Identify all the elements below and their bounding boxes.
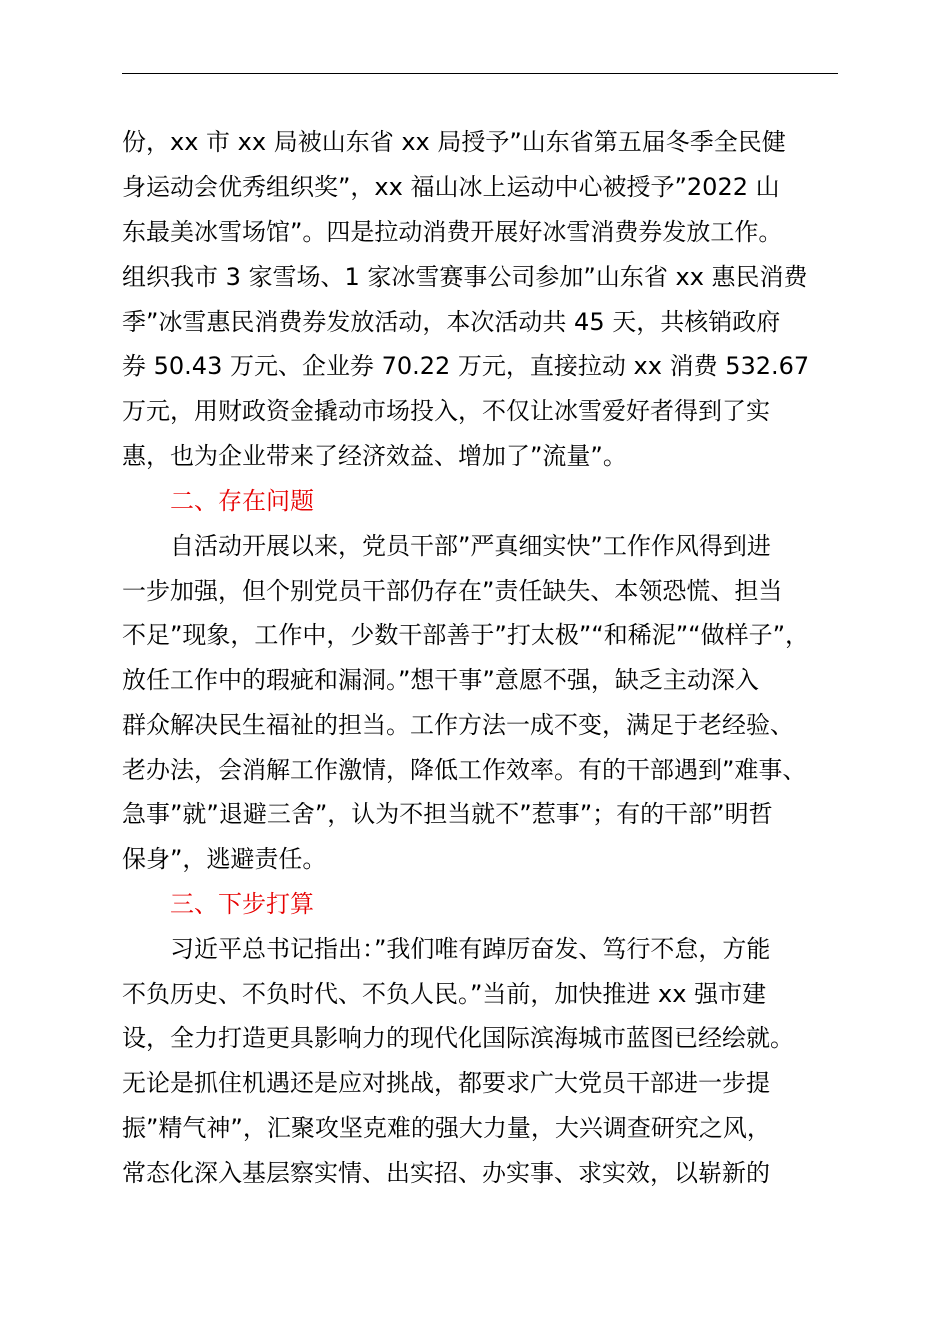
body-text-line: 急事”就”退避三舍”，认为不担当就不”惹事”；有的干部”明哲	[122, 800, 773, 828]
body-text-line: 份，xx 市 xx 局被山东省 xx 局授予”山东省第五届冬季全民健	[122, 128, 786, 156]
body-text-line: 券 50.43 万元、企业券 70.22 万元，直接拉动 xx 消费 532.67	[122, 352, 810, 380]
body-text-line: 振”精气神”，汇聚攻坚克难的强大力量，大兴调查研究之风，	[122, 1114, 771, 1142]
body-text-line: 老办法，会消解工作激情，降低工作效率。有的干部遇到”难事、	[122, 756, 807, 784]
body-text-line: 群众解决民生福祉的担当。工作方法一成不变，满足于老经验、	[122, 711, 794, 739]
body-text-line: 习近平总书记指出：”我们唯有踔厉奋发、笃行不怠，方能	[170, 935, 771, 963]
body-text-line: 组织我市 3 家雪场、1 家冰雪赛事公司参加”山东省 xx 惠民消费	[122, 263, 808, 291]
body-text-line: 惠，也为企业带来了经济效益、增加了”流量”。	[122, 442, 627, 470]
body-text-line: 一步加强，但个别党员干部仍存在”责任缺失、本领恐慌、担当	[122, 577, 783, 605]
section-heading-issues: 二、存在问题	[170, 487, 314, 515]
body-text-line: 不足”现象，工作中，少数干部善于”打太极”“和稀泥”“做样子”，	[122, 621, 810, 649]
body-text-line: 常态化深入基层察实情、出实招、办实事、求实效，以崭新的	[122, 1159, 770, 1187]
body-text-line: 季”冰雪惠民消费券发放活动，本次活动共 45 天，共核销政府	[122, 308, 781, 336]
body-text-line: 东最美冰雪场馆”。四是拉动消费开展好冰雪消费券发放工作。	[122, 218, 783, 246]
body-text-line: 设，全力打造更具影响力的现代化国际滨海城市蓝图已经绘就。	[122, 1024, 794, 1052]
body-text-line: 自活动开展以来，党员干部”严真细实快”工作作风得到进	[170, 532, 771, 560]
body-text-line: 放任工作中的瑕疵和漏洞。”想干事”意愿不强，缺乏主动深入	[122, 666, 759, 694]
body-text-line: 保身”，逃避责任。	[122, 845, 327, 873]
section-heading-next-steps: 三、下步打算	[170, 890, 314, 918]
body-text-line: 无论是抓住机遇还是应对挑战，都要求广大党员干部进一步提	[122, 1069, 770, 1097]
body-text-line: 万元，用财政资金撬动市场投入，不仅让冰雪爱好者得到了实	[122, 397, 770, 425]
header-rule	[122, 73, 838, 74]
body-text-line: 身运动会优秀组织奖”，xx 福山冰上运动中心被授予”2022 山	[122, 173, 780, 201]
body-text-line: 不负历史、不负时代、不负人民。”当前，加快推进 xx 强市建	[122, 980, 767, 1008]
